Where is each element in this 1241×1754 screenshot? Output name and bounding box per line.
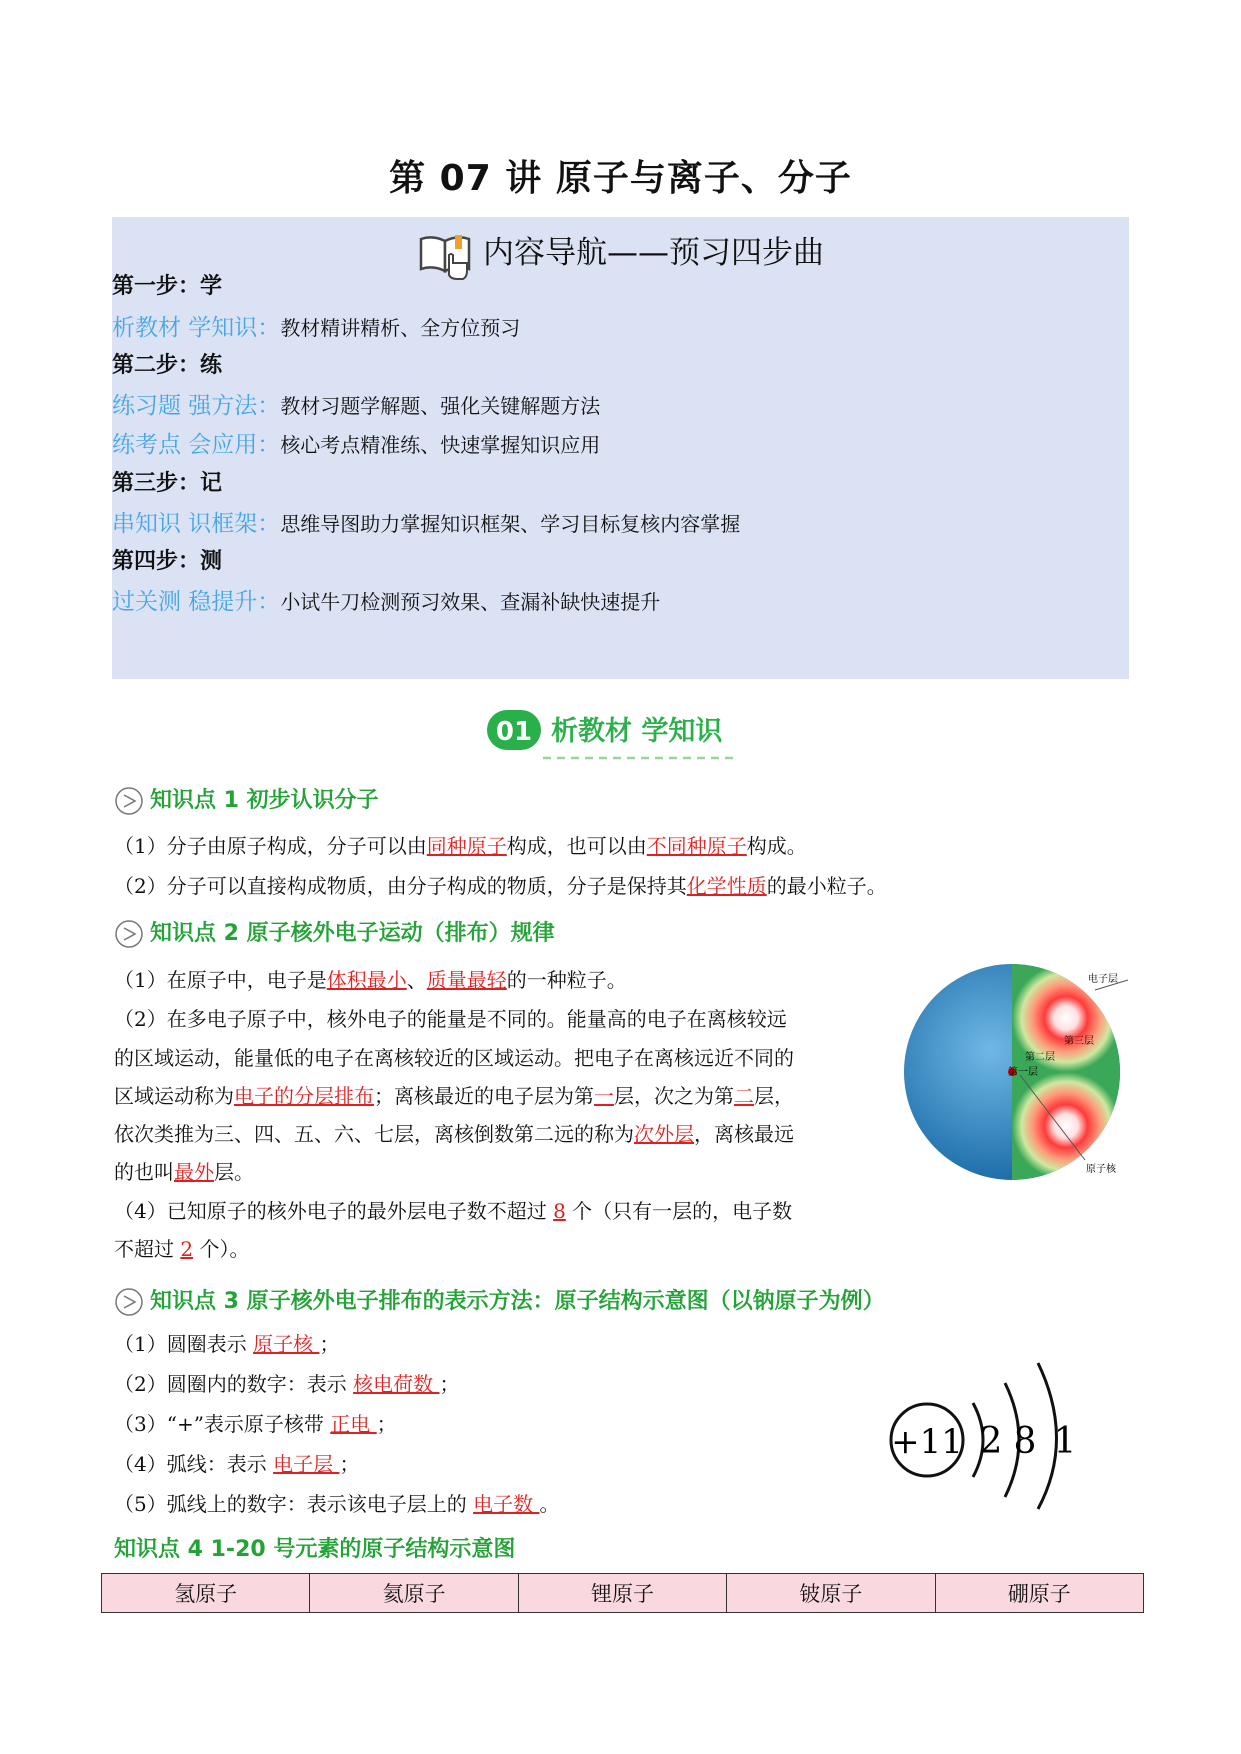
nav-item-desc: 核心考点精准练、快速掌握知识应用 — [280, 433, 601, 457]
answer-text: 体积最小 — [326, 968, 407, 992]
body-text: 层，次之为第 — [614, 1084, 734, 1108]
kp1-title: 知识点 1 初步认识分子 — [150, 788, 379, 813]
table-cell: 硼原子 — [935, 1574, 1143, 1613]
kp2-line-2: （2）在多电子原子中，核外电子的能量是不同的。能量高的电子在离核较远 — [114, 1007, 787, 1031]
nav-step-heading — [112, 348, 222, 379]
section-badge-icon — [485, 706, 745, 762]
kp2-line-1 — [114, 962, 627, 999]
body-text: ；离核最近的电子层为第 — [374, 1084, 594, 1108]
body-text: ； — [319, 1332, 340, 1356]
nav-item-desc: 小试牛刀检测预习效果、查漏补缺快速提升 — [280, 590, 661, 614]
nav-step-text: 第四步：测 — [112, 549, 223, 574]
sodium-atom-diagram — [885, 1335, 1090, 1510]
nav-item-key: 过关测 稳提升： — [112, 589, 281, 615]
label-third-shell: 第三层 — [1064, 1036, 1094, 1047]
answer-text: 最外 — [174, 1160, 214, 1184]
nav-item — [112, 505, 740, 538]
table-cell: 锂原子 — [518, 1574, 726, 1613]
answer-text: 不同种原子 — [646, 834, 747, 858]
body-text: 层。 — [214, 1160, 254, 1184]
body-text: （1）在原子中，电子是 — [114, 968, 327, 992]
body-text: （1）圆圈表示 — [114, 1332, 254, 1356]
body-text: 构成。 — [746, 834, 807, 858]
play-circle-icon — [114, 1287, 144, 1317]
kp2-line-8 — [114, 1231, 249, 1268]
nav-item — [112, 309, 520, 342]
kp3-title-row — [114, 1284, 885, 1317]
kp4-title: 知识点 4 1-20 号元素的原子结构示意图 — [114, 1537, 516, 1562]
nav-heading-text: 内容导航——预习四步曲 — [483, 235, 824, 271]
nav-step-text: 第一步：学 — [112, 274, 223, 299]
body-text: ； — [439, 1372, 460, 1396]
kp3-line-4 — [114, 1446, 359, 1483]
body-text: ； — [376, 1412, 397, 1436]
kp3-line-3 — [114, 1406, 397, 1443]
body-text: （3）“+”表示原子核带 — [114, 1412, 331, 1436]
answer-text: 电子的分层排布 — [234, 1084, 374, 1108]
nav-item-key: 串知识 识框架： — [112, 511, 281, 537]
body-text: 不超过 — [114, 1237, 181, 1261]
label-second-shell: 第二层 — [1025, 1052, 1055, 1063]
kp2-line-6 — [114, 1154, 254, 1191]
body-text: （1）分子由原子构成，分子可以由 — [114, 834, 427, 858]
body-text: （4）弧线：表示 — [114, 1452, 274, 1476]
nav-step-heading — [112, 269, 222, 300]
kp2-title: 知识点 2 原子核外电子运动（排布）规律 — [150, 921, 555, 946]
section-01-banner — [485, 706, 745, 766]
answer-text: 2 — [180, 1237, 194, 1261]
nav-item — [112, 426, 600, 459]
kp1-line-2 — [114, 868, 887, 905]
section-label: 析教材 学知识 — [551, 716, 723, 747]
body-text: （4）已知原子的核外电子的最外层电子数不超过 — [114, 1199, 554, 1223]
kp2-line-5 — [114, 1116, 794, 1153]
shell-3-electrons: 1 — [1053, 1421, 1077, 1462]
body-text: ； — [339, 1452, 360, 1476]
body-text: （2）分子可以直接构成物质，由分子构成的物质，分子是保持其 — [114, 874, 687, 898]
nav-item-key: 练习题 强方法： — [112, 393, 281, 419]
answer-text: 核电荷数 — [353, 1372, 440, 1396]
nav-item-key: 练考点 会应用： — [112, 432, 281, 458]
kp1-title-row — [114, 783, 379, 816]
nav-step-text: 第二步：练 — [112, 353, 223, 378]
answer-text: 同种原子 — [426, 834, 507, 858]
body-text: 。 — [539, 1492, 560, 1516]
kp3-line-1 — [114, 1326, 339, 1363]
kp3-line-2 — [114, 1366, 459, 1403]
page-title: 第 07 讲 原子与离子、分子 — [389, 158, 852, 199]
answer-text: 电子层 — [273, 1452, 340, 1476]
section-number: 01 — [495, 717, 533, 747]
answer-text: 次外层 — [634, 1122, 694, 1146]
answer-text: 化学性质 — [686, 874, 767, 898]
body-text: ，离核最远 — [694, 1122, 794, 1146]
nav-step-text: 第三步：记 — [112, 471, 223, 496]
kp2-line-7 — [114, 1193, 792, 1230]
label-electron-shell: 电子层 — [1088, 974, 1118, 985]
body-text: 个）。 — [193, 1237, 250, 1261]
body-text: （5）弧线上的数字：表示该电子层上的 — [114, 1492, 474, 1516]
answer-text: 原子核 — [253, 1332, 320, 1356]
nav-heading — [112, 227, 1129, 281]
body-text: 、 — [406, 968, 427, 992]
shell-1-electrons: 2 — [979, 1421, 1003, 1462]
nav-item-desc: 教材精讲精析、全方位预习 — [280, 316, 521, 340]
table-header-row — [102, 1574, 1144, 1613]
body-text: 构成，也可以由 — [506, 834, 647, 858]
kp3-title: 知识点 3 原子核外电子排布的表示方法：原子结构示意图（以钠原子为例） — [150, 1289, 885, 1314]
play-circle-icon — [114, 786, 144, 816]
body-text: 依次类推为三、四、五、六、七层，离核倒数第二远的称为 — [114, 1122, 634, 1146]
answer-text: 二 — [734, 1084, 754, 1108]
nav-item — [112, 583, 660, 616]
play-circle-icon — [114, 919, 144, 949]
label-first-shell: 第一层 — [1008, 1067, 1038, 1078]
nav-item-key: 析教材 学知识： — [112, 315, 281, 341]
body-text: 区域运动称为 — [114, 1084, 234, 1108]
answer-text: 一 — [594, 1084, 614, 1108]
kp2-line-3: 的区域运动，能量低的电子在离核较近的区域运动。把电子在离核远近不同的 — [114, 1046, 794, 1070]
content-navigation-box — [112, 217, 1129, 679]
nucleus-charge: +11 — [891, 1422, 963, 1462]
nav-item — [112, 387, 600, 420]
answer-text: 电子数 — [473, 1492, 540, 1516]
nav-item-desc: 思维导图助力掌握知识框架、学习目标复核内容掌握 — [280, 512, 741, 536]
table-cell: 氦原子 — [310, 1574, 518, 1613]
answer-text: 8 — [553, 1199, 566, 1223]
kp3-line-5 — [114, 1486, 559, 1523]
nav-item-desc: 教材习题学解题、强化关键解题方法 — [280, 394, 601, 418]
nav-step-heading — [112, 544, 222, 575]
book-pointer-icon — [417, 229, 477, 281]
table-cell: 铍原子 — [727, 1574, 935, 1613]
kp1-line-1 — [114, 828, 807, 865]
kp2-line-4 — [114, 1078, 794, 1115]
electron-shell-figure — [890, 960, 1130, 1190]
element-table — [101, 1573, 1144, 1613]
body-text: 个（只有一层的，电子数 — [565, 1199, 793, 1223]
body-text: 层， — [754, 1084, 794, 1108]
body-text: 的一种粒子。 — [506, 968, 627, 992]
table-cell: 氢原子 — [102, 1574, 310, 1613]
body-text: 的最小粒子。 — [766, 874, 887, 898]
nav-step-heading — [112, 466, 222, 497]
label-nucleus: 原子核 — [1086, 1164, 1116, 1175]
answer-text: 质量最轻 — [426, 968, 507, 992]
answer-text: 正电 — [330, 1412, 377, 1436]
body-text: （2）圆圈内的数字：表示 — [114, 1372, 354, 1396]
kp2-title-row — [114, 916, 555, 949]
body-text: 的也叫 — [114, 1160, 174, 1184]
shell-2-electrons: 8 — [1013, 1421, 1037, 1462]
